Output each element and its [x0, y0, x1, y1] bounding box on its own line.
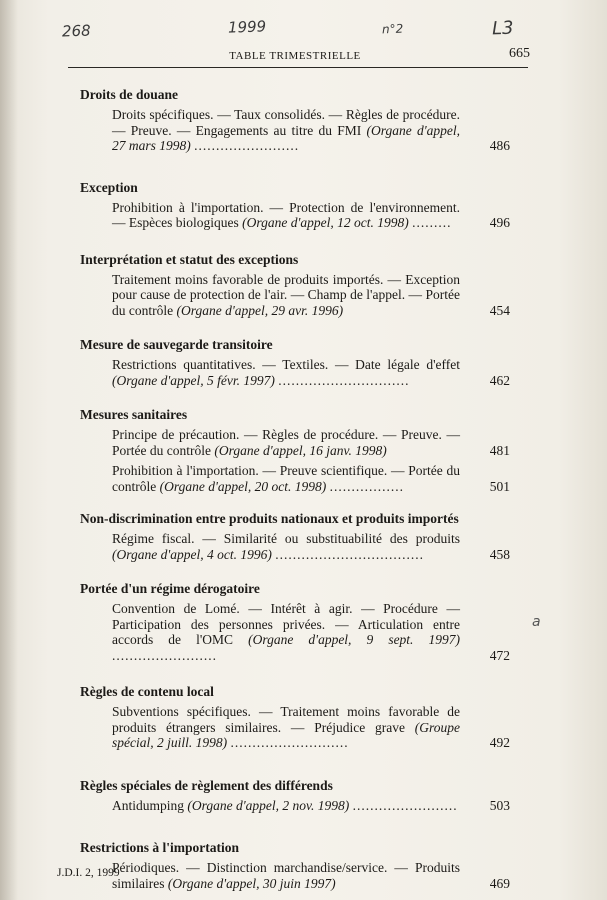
entry-reference: (Organe d'appel, 30 juin 1997) [167, 875, 336, 891]
entry-text: Droits spécifiques. — Taux consolidés. — Règles de procédure. — Preuve. — Engagements au titre du FMI [112, 107, 460, 138]
entry-page: 462 [489, 372, 510, 388]
handwritten-note-year: 1999 [227, 17, 267, 37]
entry-text: Subventions spécifiques. — Traitement moins favorable de produits étrangers similaires. — Préjudice grave [112, 704, 460, 735]
dot-leader: .................................. [275, 546, 424, 562]
journal-footer: J.D.I. 2, 1999 [57, 867, 120, 879]
entry-text: Prohibition à l'importation. — Preuve scientifique. — Portée du contrôle [112, 463, 460, 494]
dot-leader: ........................ [194, 138, 300, 153]
entry-reference: (Organe d'appel, 27 mars 1998) [112, 122, 460, 153]
index-entry [80, 463, 510, 494]
index-entry [80, 860, 510, 891]
handwritten-note-right: L3 [491, 17, 514, 40]
section-heading: Mesures sanitaires [80, 407, 188, 422]
section-heading: Règles spéciales de règlement des différends [80, 777, 333, 793]
index-entry [80, 200, 510, 231]
dot-leader: ........................ [112, 647, 217, 663]
section-heading: Interprétation et statut des exceptions [80, 251, 299, 267]
entry-page: 501 [489, 478, 510, 494]
entry-text: Régime fiscal. — Similarité ou substituabilité des produits [112, 531, 460, 546]
binding-shadow [0, 0, 18, 900]
index-entry [80, 107, 510, 154]
index-content [80, 80, 510, 891]
entry-page: 469 [489, 875, 510, 891]
section-heading: Droits de douane [80, 87, 179, 102]
handwritten-note-left: 268 [61, 21, 91, 41]
entry-page: 454 [489, 302, 510, 318]
entry-page: 472 [489, 647, 510, 663]
entry-reference: (Organe d'appel, 2 nov. 1998) [187, 797, 350, 813]
index-section [80, 683, 510, 751]
section-heading: Non-discrimination entre produits nationaux et produits importés [80, 511, 459, 526]
page-number: 665 [509, 46, 530, 61]
dot-leader: ........................... [230, 735, 349, 750]
index-entry [80, 272, 510, 319]
entry-text: Antidumping [112, 797, 185, 813]
section-heading: Exception [80, 179, 138, 195]
entry-page: 486 [489, 138, 510, 153]
index-section [80, 336, 510, 388]
entry-text: Principe de précaution. — Règles de procédure. — Preuve. — Portée du contrôle [112, 427, 460, 458]
index-entry [80, 601, 510, 663]
handwritten-note-number: n°2 [381, 21, 404, 37]
section-heading: Règles de contenu local [80, 684, 214, 699]
running-header [60, 46, 530, 66]
section-heading: Mesure de sauvegarde transitoire [80, 337, 273, 352]
dot-leader: .............................. [278, 372, 410, 388]
dot-leader: ................. [329, 478, 404, 494]
section-heading: Portée d'un régime dérogatoire [80, 581, 260, 596]
entry-page: 496 [489, 215, 510, 230]
index-section [80, 777, 510, 814]
entry-reference: (Organe d'appel, 20 oct. 1998) [159, 478, 327, 494]
entry-text: Convention de Lomé. — Intérêt à agir. — Procédure — Participation des personnes privées. — Articulation entre accords de l'OMC [112, 601, 460, 647]
dot-leader: ......... [412, 215, 452, 230]
index-entry [80, 531, 510, 562]
index-entry [80, 798, 510, 814]
entry-page: 458 [489, 546, 510, 562]
entry-reference: (Organe d'appel, 12 oct. 1998) [242, 215, 409, 230]
index-entry [80, 357, 510, 388]
index-section [80, 510, 510, 562]
entry-reference: (Organe d'appel, 4 oct. 1996) [112, 546, 272, 562]
index-entry [80, 704, 510, 751]
index-section [80, 839, 510, 891]
entry-reference: (Organe d'appel, 5 févr. 1997) [112, 372, 275, 388]
index-section [80, 251, 510, 319]
entry-text: Périodiques. — Distinction marchandise/service. — Produits similaires [112, 860, 460, 891]
entry-reference: (Groupe spécial, 2 juill. 1998) [112, 719, 460, 750]
entry-reference: (Organe d'appel, 29 avr. 1996) [176, 302, 344, 318]
entry-reference: (Organe d'appel, 9 sept. 1997) [248, 632, 460, 647]
entry-page: 481 [489, 442, 510, 458]
entry-page: 503 [489, 797, 510, 813]
entry-text: Traitement moins favorable de produits importés. — Exception pour cause de protection de l'air. — Champ de l'appel. — Portée du contrôle [112, 271, 460, 318]
index-section [80, 406, 510, 494]
header-rule [68, 67, 528, 68]
entry-text: Restrictions quantitatives. — Textiles. — Date légale d'effet [112, 357, 460, 372]
index-entry [80, 427, 510, 458]
entry-text: Prohibition à l'importation. — Protection de l'environnement. — Espèces biologiques [112, 199, 460, 230]
dot-leader: ........................ [352, 797, 458, 813]
handwritten-margin-mark: a [532, 614, 541, 630]
index-section [80, 580, 510, 663]
entry-page: 492 [489, 735, 510, 750]
section-heading: Restrictions à l'importation [80, 840, 239, 855]
entry-reference: (Organe d'appel, 16 janv. 1998) [214, 442, 387, 458]
running-title: TABLE TRIMESTRIELLE [229, 50, 361, 62]
index-section [80, 179, 510, 231]
index-section [80, 86, 510, 154]
